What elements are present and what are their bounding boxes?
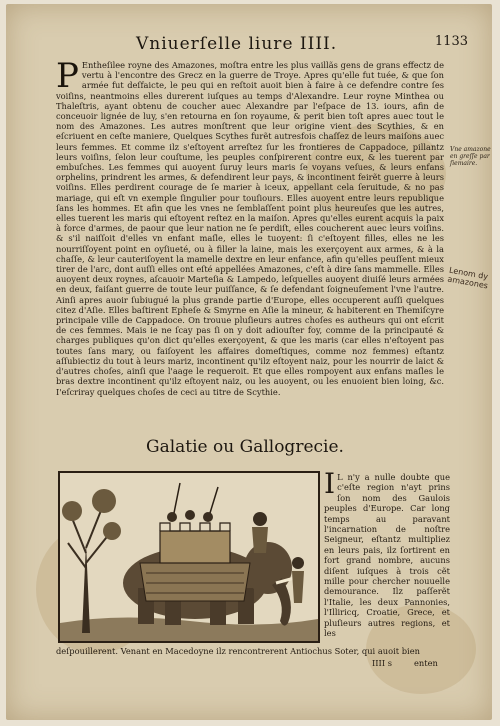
main-paragraph <box>56 56 444 397</box>
page-number: 1133 <box>434 34 468 49</box>
galatie-paragraph-text: L n'y a nulle doubte que c'eſte region n'ayt prins ſon nom des Gaulois peuples d'Europe. Car long temps au paravant l'incarnation de noſtre Seigneur, eſtantz multipliez en leurs pais, ilz ſortirent en fort grand nombre, aucuns diſent iuſques à trois cẽt mille pour chercher nouuelle demourance. Ilz paſſerẽt l'Italie, les deux Pannonies, l'Illiricq, Croatie, Grece, et pluſieurs autres regions, et les <box>324 472 450 639</box>
main-paragraph-text: Entheſilee royne des Amazones, moſtra entre les plus vaillãs gens de grans effectz de vertu à l'encontre des Grecz en la guerre de Troye. Apres qu'elle fut tuée, & que ſon armée fut deſfaicte, le peu qui en reſtoit auoit bien à faire à ce defendre contre ſes voiſins, neantmoins elles durerent iuſques au temps d'Alexandre. Leur royne Minthea ou Thaleſtris, ayant obtenu de coucher auec Alexandre par l'eſpace de 13. iours, afin de conceuoir lignée de luy, s'en retourna en ſon royaume, & perit bien toſt apres auec tout le nom des Amazones. Les autres monſtrent que leur origine vient des Scythies, & en eſcriuent en ceſte maniere, Quelques Scythes furẽt autresfois chaſſez de leurs maiſons auec leurs femmes. Et comme ilz s'eſtoyent arreſtez ſur les frontieres de Cappadoce, pillantz leurs voiſins, ſelon leur couſtume, les peuples conſpirerent contre eux, & les tuerent par embuſches. Les femmes qui auoyent ſuruy leurs maris ſe voyans veſues, & leurs enfans orphelins, prindrent les armes, & defendirent leur pays, & incontinent feirẽt guerre à leurs voiſins. Elles perdirent courage de ſe marier à iceux, appellant cela ſeruitude, & no pas mariage, qui eſt vn exemple ſingulier pour touſiours. Elles auoyent entre leurs republique ſans les hommes. Et afin que les vnes ne ſemblaſſent point plus heureuſes que les autres, elles tuerent les maris qui eſtoyent reſtez en la maiſon. Apres qu'elles eurent acquis la paix à force d'armes, de paour que leur nation ne ſe perdiſt, elles coucherent auec leurs voiſins. & s'il naiſſoit d'elles vn enfant maſle, elles le tuoyent: ſi c'eſtoyent filles, elles ne les nourriſſoyent point en oyſiueté, ou à filler la laine, mais les exerçoyent aux armes, & à la chaſſe, & leur cauteriſoyent la mamelle dextre en leur enfance, afin qu'elles peuſſent mieux tirer de l'arc, dont auſſi elles ont eſté appellées Amazones, c'eſt à dire ſans mammelle. Elles auoyent deux roynes, aſcauoir Marteſia & Lampedo, leſquelles auoyent diuiſé leurs armées en deux, faiſant guerre de toute leur puiſſance, & ſe defendant ſoigneuſement l'vne l'autre. Ainſi apres auoir ſubiugué la plus grande partie d'Europe, elles occuperent auſſi quelques citez d'Aſie. Elles baſtirent Epheſe & Smyrne en Aſie la mineur, & habiterent en Themiſcyre principale ville de Cappadoce. On trouue pluſieurs autres choſes es autheurs qui ont eſcrit de ces femmes. Mais ie ne ſcay pas ſi on y doit adiouſter foy, comme de la principauté & charges publiques qu'on dict qu'elles exerçoyent, & que les maris (car elles n'eſtoyent pas toutes ſans mary, ou faiſoyent les affaires domeſtiques, comme noz femmes) eſtantz aſſubiectiz du tout à leurs mariz, incontinent qu'ilz eſtoyent naiz, pour les nourrir de laict & d'autres choſes, ainſi que l'aage le requeroit. Et que elles rompoyent aux enfans maſles le bras dextre incontinent qu'ilz eſtoyent naiz, ou les auoyent, ou les enuoient bien loing, &c. I'eſcriray quelques choſes de ceci au titre de Scythie. <box>56 60 444 397</box>
elephant-illustration-icon <box>60 473 318 641</box>
elephant-woodcut <box>58 471 320 643</box>
book-page <box>6 4 492 720</box>
drop-capital: P <box>56 56 79 96</box>
drop-capital: I <box>324 467 336 500</box>
closing-line: deſpouillerent. Venant en Macedoyne ilz rencontrerent Antiochus Soter, qui auoit bien <box>56 646 420 656</box>
printed-margin-note: Vne amazone en greſſe par ſiemaire. <box>450 146 491 167</box>
signature-mark: IIII s <box>372 658 393 668</box>
catchword: enten <box>414 658 438 668</box>
section-title: Galatie ou Gallogrecie. <box>146 437 344 457</box>
handwritten-margin-note: Lenom dy amazones <box>446 265 489 291</box>
running-title: Vniuerſelle liure IIII. <box>136 34 338 54</box>
galatie-paragraph <box>324 467 450 639</box>
page-header <box>6 34 492 56</box>
